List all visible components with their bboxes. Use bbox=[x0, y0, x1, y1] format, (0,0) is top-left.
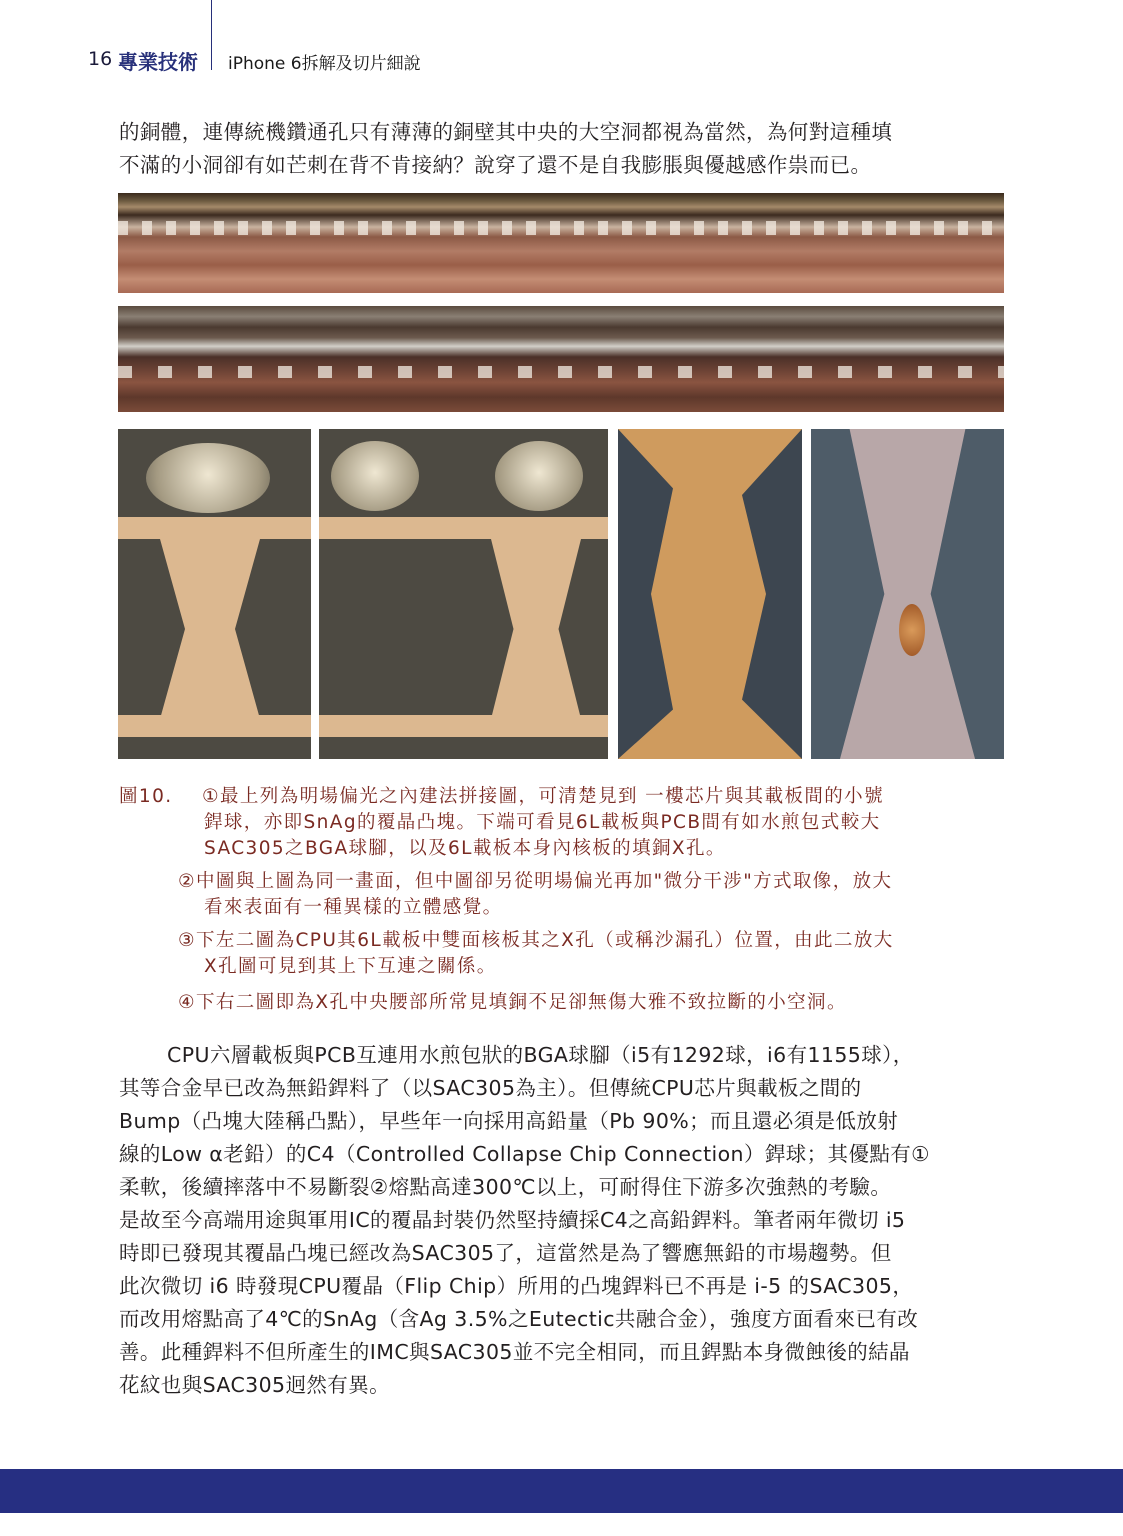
text-line: 而改用熔點高了4℃的SnAg（含Ag 3.5%之Eutectic共融合金），強度方面看來已有改 bbox=[119, 1307, 919, 1331]
caption-text: X孔圖可見到其上下互連之關係。 bbox=[204, 956, 497, 977]
bga-ball bbox=[495, 441, 583, 511]
intro-paragraph bbox=[119, 116, 1007, 182]
x-hole-photo-left bbox=[118, 429, 311, 759]
caption-text: ①最上列為明場偏光之內建法拼接圖，可清楚見到 一樓芯片與其載板間的小號 bbox=[202, 786, 884, 807]
bga-ball bbox=[331, 441, 419, 511]
text-line: 時即已發現其覆晶凸塊已經改為SAC305了，這當然是為了響應無鉛的市場趨勢。但 bbox=[119, 1241, 892, 1265]
void bbox=[899, 604, 925, 656]
caption-text: SAC305之BGA球腳，以及6L載板本身內核板的填銅X孔。 bbox=[204, 838, 726, 859]
copper-pad bbox=[319, 517, 608, 539]
caption-text: ④下右二圖即為X孔中央腰部所常見填銅不足卻無傷大雅不致拉斷的小空洞。 bbox=[178, 992, 847, 1013]
copper-x-via bbox=[160, 539, 260, 719]
copper-pad bbox=[118, 517, 311, 539]
copper-pad bbox=[319, 715, 608, 737]
footer-bar bbox=[0, 1469, 1123, 1513]
text-line: 此次微切 i6 時發現CPU覆晶（Flip Chip）所用的凸塊銲料已不再是 i-5 的SAC305， bbox=[119, 1274, 914, 1298]
caption-text: 看來表面有一種異樣的立體感覺。 bbox=[204, 897, 503, 918]
page-number: 16 bbox=[88, 48, 113, 70]
cross-section-photo-dic bbox=[118, 306, 1004, 412]
bga-ball bbox=[146, 443, 270, 513]
text-line: 柔軟，後續摔落中不易斷裂②熔點高達300℃以上，可耐得住下游多次強熱的考驗。 bbox=[119, 1175, 892, 1199]
x-hole-void-photo bbox=[811, 429, 1004, 759]
text-line: 是故至今高端用途與軍用IC的覆晶封裝仍然堅持續採C4之高鉛銲料。筆者兩年微切 i5 bbox=[119, 1208, 906, 1232]
body-paragraph bbox=[119, 1039, 1007, 1402]
x-hole-photo-center-left bbox=[319, 429, 608, 759]
caption-text: ②中圖與上圖為同一畫面，但中圖卻另從明場偏光再加"微分干涉"方式取像，放大 bbox=[178, 871, 893, 892]
text-line: 善。此種銲料不但所產生的IMC與SAC305並不完全相同，而且銲點本身微蝕後的結晶 bbox=[119, 1340, 910, 1364]
copper-pad bbox=[118, 715, 311, 737]
header-divider bbox=[211, 0, 212, 70]
text-line: Bump（凸塊大陸稱凸點），早些年一向採用高鉛量（Pb 90%；而且還必須是低放射 bbox=[119, 1109, 899, 1133]
x-hole-photo-center-right bbox=[618, 429, 802, 759]
cross-section-photo-brightfield bbox=[118, 193, 1004, 293]
figure-caption-label: 圖10. bbox=[119, 786, 173, 807]
flip-chip-bumps bbox=[118, 221, 1004, 235]
caption-text: 銲球，亦即SnAg的覆晶凸塊。下端可看見6L載板與PCB間有如水煎包式較大 bbox=[204, 812, 881, 833]
caption-text: ③下左二圖為CPU其6L載板中雙面核板其之X孔（或稱沙漏孔）位置，由此二放大 bbox=[178, 930, 894, 951]
page-header bbox=[0, 0, 1123, 80]
bga-pads bbox=[118, 366, 1004, 378]
text-line: 線的Low α老鉛）的C4（Controlled Collapse Chip Connection）銲球；其優點有① bbox=[119, 1142, 930, 1166]
laminate-region bbox=[618, 429, 673, 759]
text-line: 的銅體，連傳統機鑽通孔只有薄薄的銅壁其中央的大空洞都視為當然，為何對這種填 bbox=[119, 120, 893, 144]
text-line: 其等合金早已改為無鉛銲料了（以SAC305為主）。但傳統CPU芯片與載板之間的 bbox=[119, 1076, 862, 1100]
section-title: 專業技術 bbox=[118, 50, 198, 74]
text-line: 不滿的小洞卻有如芒刺在背不肯接納？說穿了還不是自我膨脹與優越感作祟而已。 bbox=[119, 153, 872, 177]
copper-x-via bbox=[491, 539, 581, 719]
text-line: 花紋也與SAC305迥然有異。 bbox=[119, 1373, 390, 1397]
series-title: iPhone 6拆解及切片細說 bbox=[228, 54, 421, 74]
laminate-region bbox=[742, 429, 802, 759]
text-line: CPU六層載板與PCB互連用水煎包狀的BGA球腳（i5有1292球，i6有1155球）， bbox=[167, 1043, 914, 1067]
copper-x-via bbox=[811, 429, 1004, 759]
